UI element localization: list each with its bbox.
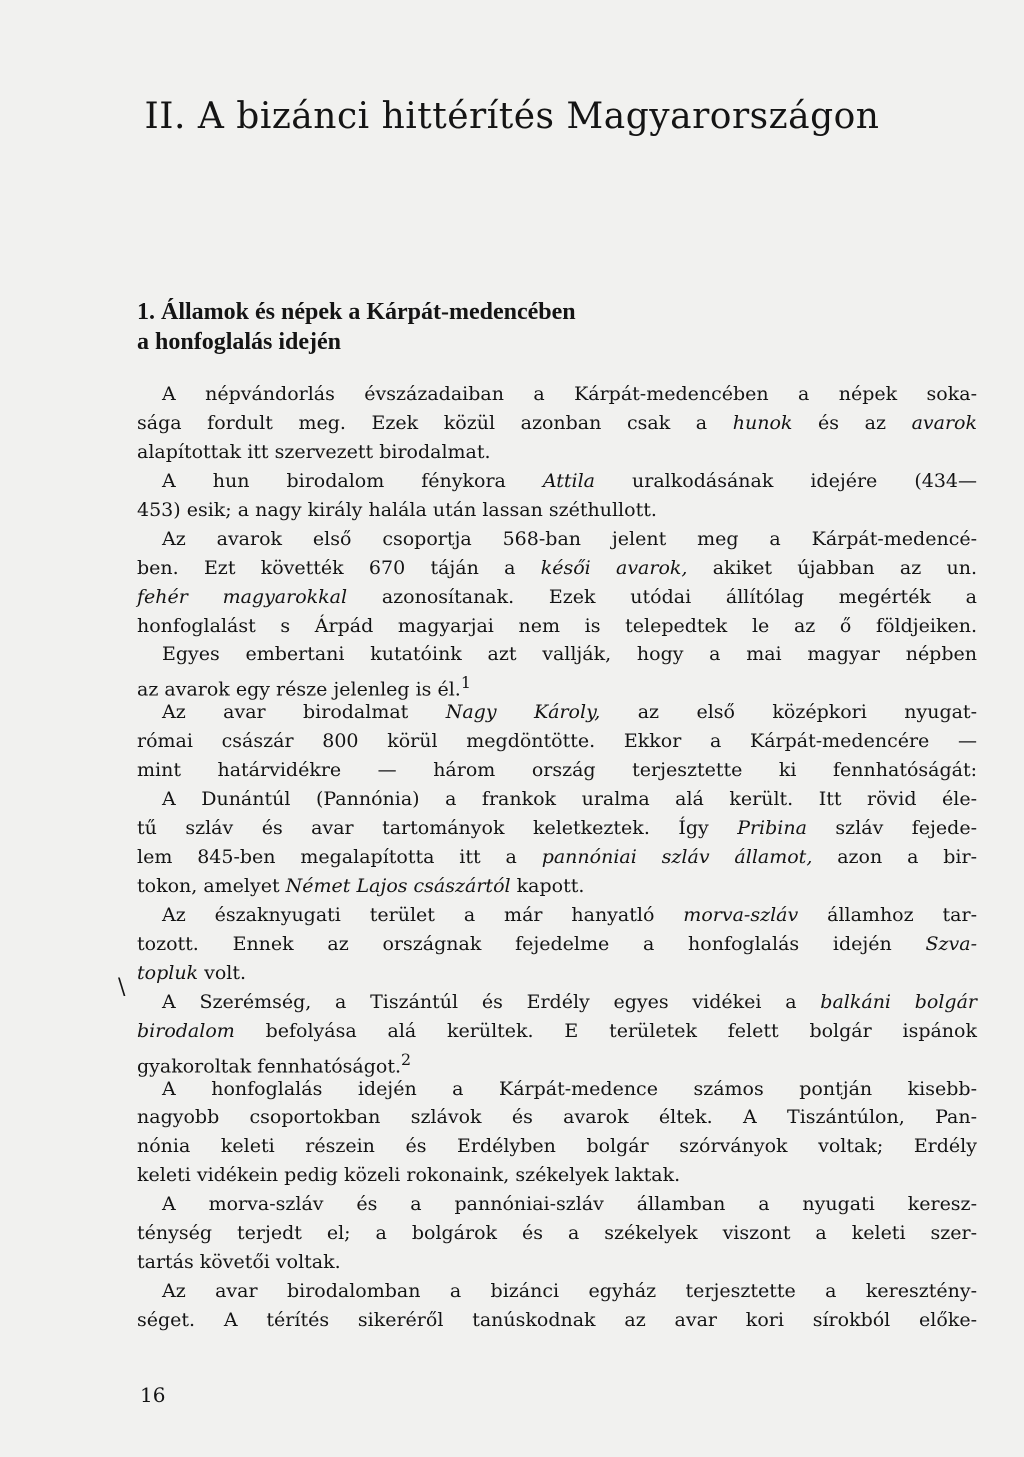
text-line: mint határvidékre — három ország terjesztette ki fennhatóságát: — [137, 759, 977, 782]
text-line: Egyes embertani kutatóink azt vallják, hogy a mai magyar népben — [162, 643, 977, 666]
page-number: 16 — [140, 1383, 166, 1407]
text-line: az avarok egy része jelenleg is él.$^1$ — [137, 673, 471, 701]
text-line: keleti vidékein pedig közeli rokonaink, székelyek laktak. — [137, 1164, 681, 1187]
text-line: tartás követői voltak. — [137, 1251, 341, 1274]
text-line: A hun birodalom fénykora Attila uralkodásának idejére (434— — [162, 469, 977, 492]
text-line: tozott. Ennek az országnak fejedelme a honfoglalás idején Szva- — [137, 932, 977, 955]
text-line: fehér magyarokkal azonosítanak. Ezek utódai állítólag megérték a — [137, 585, 977, 608]
text-line: A népvándorlás évszázadaiban a Kárpát-medencében a népek soka- — [162, 383, 977, 405]
body-text — [137, 380, 977, 1335]
text-line: honfoglalást s Árpád magyarjai nem is telepedtek le az ő földjeiken. — [137, 614, 977, 637]
text-line: gyakoroltak fennhatóságot.$^2$ — [137, 1049, 412, 1077]
text-line: tű szláv és avar tartományok keletkeztek. Így Pribina szláv fejede- — [137, 817, 978, 840]
text-line: tokon, amelyet Német Lajos császártól kapott. — [137, 874, 585, 897]
chapter-title: II. A bizánci hittérítés Magyarországon — [144, 96, 880, 137]
text-line: Az avar birodalmat Nagy Károly, az első középkori nyugat- — [162, 701, 977, 724]
text-line: ténység terjedt el; a bolgárok és a székelyek viszont a keleti szer- — [137, 1222, 977, 1245]
section-heading-line: a honfoglalás idején — [137, 329, 342, 355]
text-line: római császár 800 körül megdöntötte. Ekkor a Kárpát-medencére — — [137, 730, 977, 753]
text-line: séget. A térítés sikeréről tanúskodnak az avar kori sírokból előke- — [137, 1309, 977, 1331]
text-line: nagyobb csoportokban szlávok és avarok éltek. A Tiszántúlon, Pan- — [137, 1106, 977, 1129]
text-line: birodalom befolyása alá kerültek. E területek felett bolgár ispánok — [137, 1019, 977, 1042]
text-line: ben. Ezt követték 670 táján a késői avarok, akiket újabban az un. — [137, 556, 978, 579]
text-line: Az északnyugati terület a már hanyatló morva-szláv államhoz tar- — [162, 903, 977, 926]
text-line: nónia keleti részein és Erdélyben bolgár szórványok voltak; Erdély — [137, 1135, 977, 1158]
margin-mark: \ — [118, 975, 126, 1000]
text-line: alapítottak itt szervezett birodalmat. — [137, 440, 491, 463]
text-line: A honfoglalás idején a Kárpát-medence számos pontján kisebb- — [162, 1077, 977, 1100]
text-line: topluk volt. — [137, 961, 247, 984]
text-line: A Szerémség, a Tiszántúl és Erdély egyes vidékei a balkáni bolgár — [162, 990, 977, 1013]
footnote-ref: 1 — [460, 673, 471, 693]
section-heading-line: 1. Államok és népek a Kárpát-medencében — [137, 299, 576, 325]
text-line: sága fordult meg. Ezek közül azonban csak a hunok és az avarok — [137, 411, 978, 434]
section-heading — [137, 297, 576, 357]
footnote-ref: 2 — [401, 1049, 412, 1069]
text-line: 453) esik; a nagy király halála után lassan széthullott. — [137, 498, 657, 521]
text-line: Az avarok első csoportja 568-ban jelent meg a Kárpát-medencé- — [162, 527, 977, 550]
text-line: lem 845-ben megalapította itt a pannóniai szláv államot, azon a bir- — [137, 846, 978, 868]
text-line: A Dunántúl (Pannónia) a frankok uralma alá került. Itt rövid éle- — [162, 788, 977, 811]
text-line: Az avar birodalomban a bizánci egyház terjesztette a keresztény- — [162, 1280, 977, 1303]
text-line: A morva-szláv és a pannóniai-szláv államban a nyugati keresz- — [162, 1193, 977, 1216]
